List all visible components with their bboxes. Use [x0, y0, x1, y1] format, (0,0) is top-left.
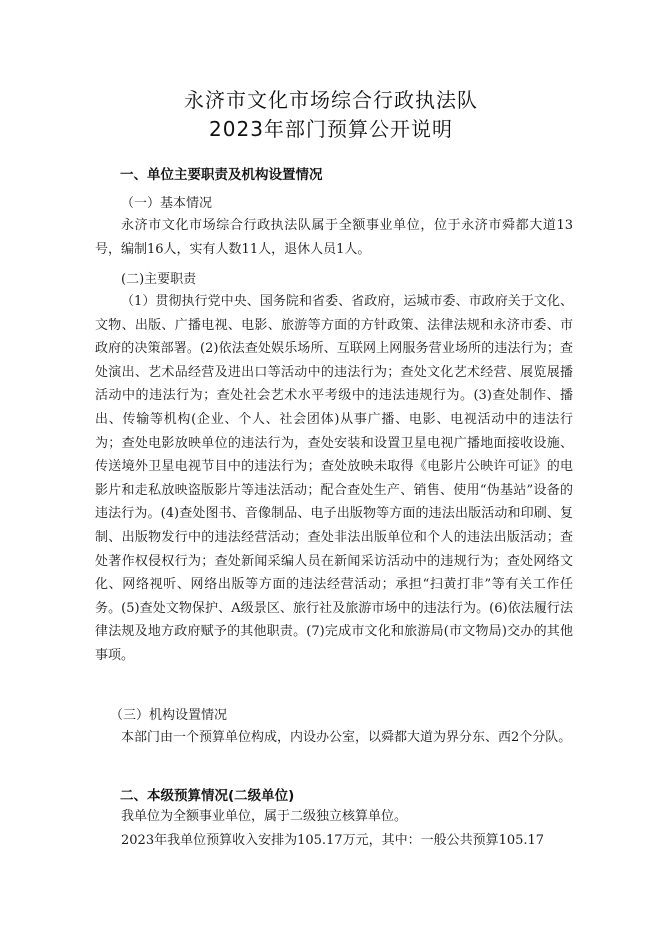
- section-2-heading: 二、本级预算情况(二级单位): [120, 788, 295, 804]
- basic-info-paragraph: 永济市文化市场综合行政执法队属于全额事业单位，位于永济市舜都大道13号，编制16人，实有人数11人，退休人员1人。: [95, 218, 573, 257]
- subsection-duties-heading: (二)主要职责: [121, 272, 197, 287]
- document-title: 永济市文化市场综合行政执法队: [184, 88, 478, 112]
- section-1-heading: 一、单位主要职责及机构设置情况: [120, 167, 323, 183]
- document-subtitle: 2023年部门预算公开说明: [209, 117, 453, 141]
- subsection-basic-info-heading: （一）基本情况: [121, 196, 213, 211]
- duties-paragraph: （1）贯彻执行党中央、国务院和省委、省政府，运城市委、市政府关于文化、文物、出版、广播电视、电影、旅游等方面的方针政策、法律法规和永济市委、市政府的决策部署。(2)依法查处娱乐场所、互联网上网服务营业场所的违法行为；查处演出、艺术品经营及进出口等活动中的违法行为；查处文化艺术经营、展览展播活动中的违法行为；查处社会艺术水平考级中的违法违规行为。(3)查处制作、播出、传输等机构(企业、个人、社会团体)从事广播、电影、电视活动中的违法行为；查处电影放映单位的违法行为，查处安装和设置卫星电视广播地面接收设施、传送境外卫星电视节目中的违法行为；查处放映未取得《电影片公映许可证》的电影片和走私放映盗版影片等违法活动；配合查处生产、销售、使用“伪基站”设备的违法行为。(4)查处图书、音像制品、电子出版物等方面的违法出版活动和印刷、复制、出版物发行中的违法经营活动；查处非法出版单位和个人的违法出版活动；查处著作权侵权行为；查处新闻采编人员在新闻采访活动中的违规行为；查处网络文化、网络视听、网络出版等方面的违法经营活动；承担“扫黄打非”等有关工作任务。(5)查处文物保护、A级景区、旅行社及旅游市场中的违法行为。(6)依法履行法律法规及地方政府赋予的其他职责。(7)完成市文化和旅游局(市文物局)交办的其他事项。: [95, 294, 573, 663]
- budget-paragraph-2: 2023年我单位预算收入安排为105.17万元，其中：一般公共预算105.17: [121, 833, 545, 848]
- structure-paragraph: 本部门由一个预算单位构成，内设办公室，以舜都大道为界分东、西2个分队。: [121, 730, 572, 745]
- subsection-structure-heading: （三）机构设置情况: [110, 708, 228, 723]
- budget-paragraph-1: 我单位为全额事业单位，属于二级独立核算单位。: [121, 809, 408, 824]
